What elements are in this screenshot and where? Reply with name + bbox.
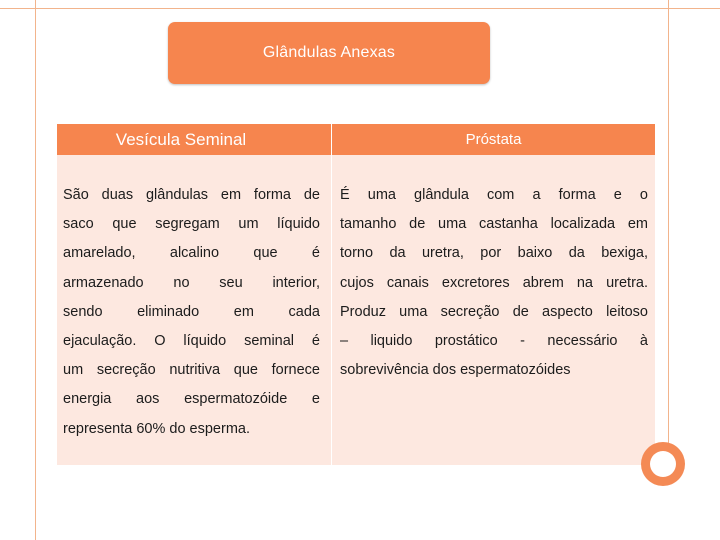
text-line: É uma glândula com a forma e o [340,187,648,203]
text-line: um secreção nutritiva que fornece [63,362,320,379]
text-line: sendo eliminado em cada [63,303,320,320]
page-title: Glândulas Anexas [262,44,396,61]
text-line: tamanho de uma castanha localizada em [340,216,648,233]
header-prostata-label: Próstata [465,131,522,148]
cell-prostata [340,181,648,385]
frame-line-left [35,0,36,540]
decorative-circle-inner [650,451,676,477]
table-header-row [57,124,655,155]
frame-line-top [0,8,720,9]
header-vesicula-seminal [57,124,331,155]
title-box [168,22,490,84]
text-line: saco que segregam um líquido [63,216,320,233]
text-line: Produz uma secreção de aspecto leitoso [340,303,648,320]
comparison-table [57,124,655,465]
header-vesicula-seminal-label: Vesícula Seminal [115,130,247,149]
text-line: cujos canais excretores abrem na uretra. [340,274,648,291]
cell-vesicula-seminal [63,181,320,444]
text-line: armazenado no seu interior, [63,274,320,291]
column-divider [331,124,332,465]
frame-line-right [668,0,669,455]
text-line: amarelado, alcalino que é [63,245,320,262]
text-line: sobrevivência dos espermatozóides [340,362,571,379]
text-line: ejaculação. O líquido seminal é [63,333,320,350]
header-prostata [332,124,655,155]
text-line: torno da uretra, por baixo da bexiga, [340,245,648,262]
text-line: São duas glândulas em forma de [63,187,320,203]
text-line: – liquido prostático - necessário à [340,333,648,350]
text-line: representa 60% do esperma. [63,420,250,437]
text-line: energia aos espermatozóide e [63,391,320,408]
